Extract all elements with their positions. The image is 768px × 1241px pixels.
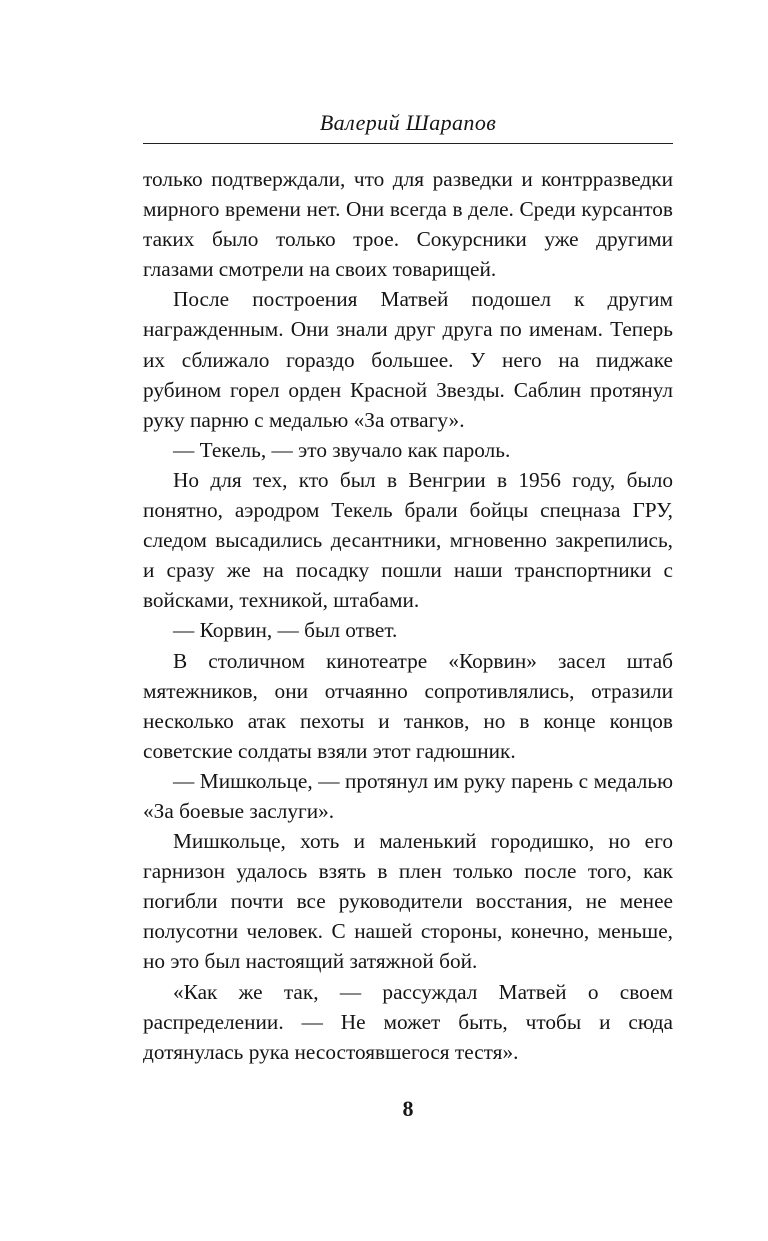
paragraph: В столичном кинотеатре «Корвин» засел штаб мятежников, они отчаянно сопротивлялись, отразили несколько атак пехоты и танков, но в конце концов советские солдаты взяли этот гадюшник. <box>143 648 673 763</box>
dialogue-line: — Корвин, — был ответ. <box>173 618 398 643</box>
body-text <box>143 164 673 1067</box>
paragraph: только подтверждали, что для разведки и контрразведки мирного времени нет. Они всегда в деле. Среди курсантов таких было только трое. Сокурсники уже другими глазами смотрели на своих товарищей. <box>143 167 673 282</box>
paragraph: «Как же так, — рассуждал Матвей о своем распределении. — Не может быть, чтобы и сюда дотянулась рука несостоявшегося тестя». <box>143 979 673 1064</box>
paragraph: Но для тех, кто был в Венгрии в 1956 году, было понятно, аэродром Текель брали бойцы спецназа ГРУ, следом высадились десантники, мгновенно закрепились, и сразу же на посадку пошли наши транспортники с войсками, техникой, штабами. <box>143 467 673 613</box>
running-head: Валерий Шарапов <box>319 110 497 135</box>
header-rule <box>143 143 673 144</box>
paragraph: После построения Матвей подошел к другим награжденным. Они знали друг друга по именам. Теперь их сближало гораздо большее. У него на пиджаке рубином горел орден Красной Звезды. Саблин протянул руку парню с медалью «За отвагу». <box>143 287 673 432</box>
paragraph: Мишкольце, хоть и маленький городишко, но его гарнизон удалось взять в плен только после того, как погибли почти все руководители восстания, не менее полусотни человек. С нашей стороны, конечно, меньше, но это был настоящий затяжной бой. <box>143 829 673 974</box>
page-number: 8 <box>402 1096 414 1121</box>
book-page <box>143 108 673 1067</box>
dialogue-line: — Мишкольце, — протянул им руку парень с медалью «За боевые заслуги». <box>143 768 673 823</box>
dialogue-line: — Текель, — это звучало как пароль. <box>173 437 511 462</box>
